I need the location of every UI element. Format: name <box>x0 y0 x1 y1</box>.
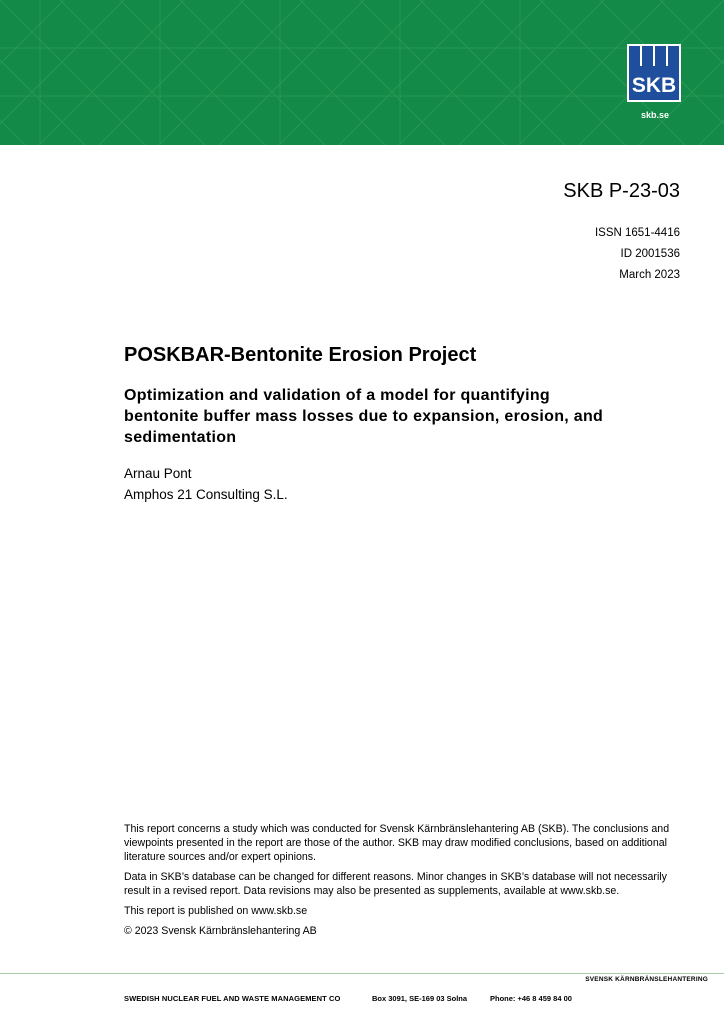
footer-org-swedish: SVENSK KÄRNBRÄNSLEHANTERING <box>585 976 708 983</box>
report-id: ID 2001536 <box>620 248 680 260</box>
report-number: SKB P-23-03 <box>563 180 680 202</box>
logo-text: SKB <box>631 74 677 97</box>
footer-divider <box>0 973 724 974</box>
report-meta <box>595 223 680 286</box>
report-notes <box>124 822 672 944</box>
author-block <box>124 463 288 505</box>
footer-org-english: SWEDISH NUCLEAR FUEL AND WASTE MANAGEMENT CO <box>124 994 341 1003</box>
copyright-text: © 2023 Svensk Kärnbränslehantering AB <box>124 925 317 937</box>
footer-phone: Phone: +46 8 459 84 00 <box>490 994 572 1003</box>
published-text: This report is published on www.skb.se <box>124 905 308 917</box>
report-date: March 2023 <box>619 269 680 281</box>
skb-logo <box>627 44 681 102</box>
issn: ISSN 1651-4416 <box>594 227 680 239</box>
report-title: POSKBAR-Bentonite Erosion Project <box>124 344 477 366</box>
banner-pattern <box>0 0 724 145</box>
author-affiliation: Amphos 21 Consulting S.L. <box>124 487 288 502</box>
database-text: Data in SKB’s database can be changed for different reasons. Minor changes in SKB’s database will not necessarily result in a revised report. Data revisions may also be presented as supplements, available at www.skb.se. <box>124 871 667 897</box>
disclaimer-text: This report concerns a study which was conducted for Svensk Kärnbränslehantering AB (SKB). The conclusions and viewpoints presented in the report are those of the author. SKB may draw modified conclusions, based on additional literature sources and/or expert opinions. <box>124 823 670 863</box>
author-name: Arnau Pont <box>124 466 192 481</box>
report-subtitle: Optimization and validation of a model for quantifying bentonite buffer mass losses due to expansion, erosion, and sedimentation <box>124 387 604 446</box>
footer-address: Box 3091, SE-169 03 Solna <box>372 994 468 1003</box>
header-banner <box>0 0 724 145</box>
skb-logo-mark <box>629 46 679 100</box>
site-link[interactable]: skb.se <box>640 110 670 120</box>
